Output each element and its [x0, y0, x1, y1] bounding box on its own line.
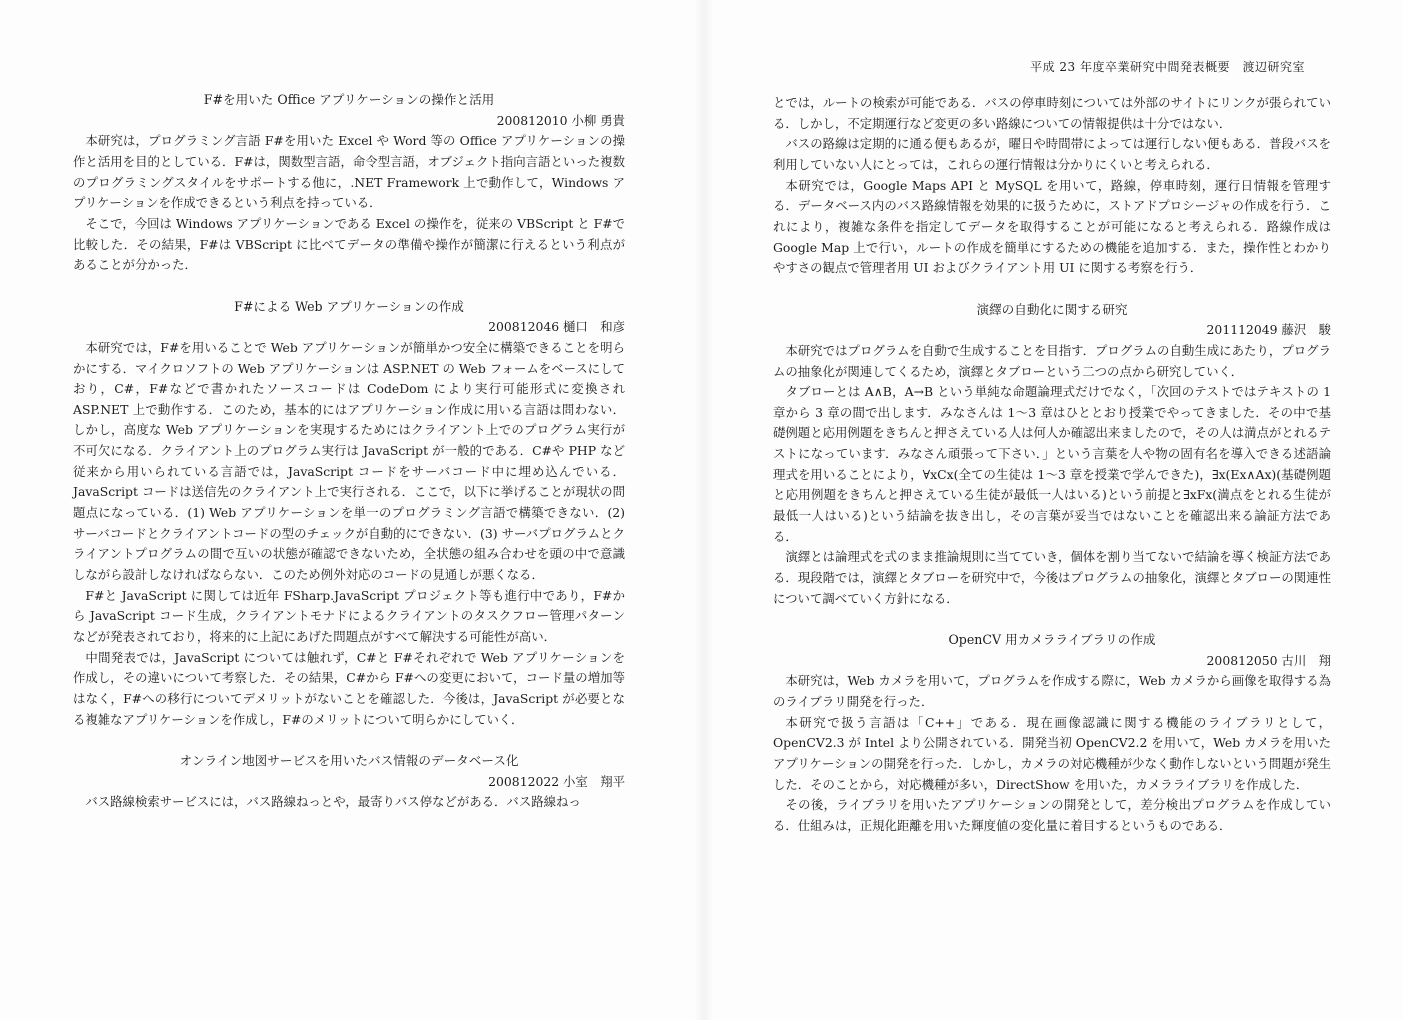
- article-paragraph: F#と JavaScript に関しては近年 FSharp.JavaScript プロジェクト等も進行中であり，F#から JavaScript コード生成，クライアントモナドによるクライアントのタスクフロー管理パターンなどが発表されており，将来的に上記にあげた問題点がすべて解決する可能性が高い．: [73, 587, 625, 645]
- article-author: 200812022 小室 翔平: [488, 773, 625, 789]
- article-paragraph: タブローとは A∧B，A→B という単純な命題論理式だけでなく，「次回のテストではテキストの 1 章から 3 章の間で出します．みなさんは 1〜3 章はひととおり授業でやってきました．その中で基礎例題と応用例題をきちんと押さえている人は何人か確認出来ましたので，その人は満点がとれるテストになっています．みなさん頑張って下さい．」という言葉を人や物の固有名を導入できる述語論理式を用いることにより，∀xCx(全ての生徒は 1〜3 章を授業で学んできた)，∃x(Ex∧Ax)(基礎例題と応用例題をきちんと押さえている生徒が最低一人はいる)という前提と∃xFx(満点をとれる生徒が最低一人はいる)という結論を抜き出し，その言葉が妥当ではないことを確認出来る論証方法である．: [773, 384, 1331, 544]
- right-column: [773, 93, 1331, 837]
- spacer: [73, 276, 625, 297]
- article-title: F#を用いた Office アプリケーションの操作と活用: [203, 92, 495, 107]
- article-paragraph: 本研究では，F#を用いることで Web アプリケーションが簡単かつ安全に構築できることを明らかにする．マイクロソフトの Web アプリケーションは ASP.NET の Web フォームをベースにしており，C#，F#などで書かれたソースコードは CodeDom により実行可能形式に変換され ASP.NET 上で動作する．このため，基本的にはアプリケーション作成に用いる言語は問わない．しかし，高度な Web アプリケーションを実現するためにはクライアント上でのプログラム実行が不可欠になる．クライアント上のプログラム実行は JavaScript が一般的である．C#や PHP など従来から用いられている言語では，JavaScript コードをサーバコード中に埋め込んでいる．JavaScript コードは送信先のクライアント上で実行される．ここで，以下に挙げることが現状の問題点になっている．(1) Web アプリケーションを単一のプログラミング言語で構築できない．(2) サーバコードとクライアントコードの型のチェックが自動的にできない．(3) サーバプログラムとクライアントプログラムの間で互いの状態が確認できないため，全状態の組み合わせを頭の中で意識しながら設計しなければならない．このため例外対応のコードの見通しが悪くなる．: [73, 339, 625, 583]
- article-author: 201112049 藤沢 駿: [1206, 322, 1331, 338]
- continued-paragraph: 本研究では，Google Maps API と MySQL を用いて，路線，停車時刻，運行日情報を管理する．データベース内のバス路線情報を効果的に扱うために，ストアドプロシージャの作成を行う．これにより，複雑な条件を指定してデータを取得することが可能になると考えられる．路線作成は Google Map 上で行い，ルートの作成を簡単にするための機能を追加する．また，操作性とわかりやすさの観点で管理者用 UI およびクライアント用 UI に関する考察を行う．: [773, 177, 1331, 276]
- article-paragraph: 本研究は，プログラミング言語 F#を用いた Excel や Word 等の Office アプリケーションの操作と活用を目的としている．F#は，関数型言語，命令型言語，オブジェクト指向言語といった複数のプログラミングスタイルをサポートする他に，.NET Framework 上で動作して，Windows アプリケーションを作成できるという利点を持っている．: [73, 133, 625, 211]
- article-title: OpenCV 用カメラライブラリの作成: [948, 632, 1156, 648]
- spacer: [773, 279, 1331, 300]
- article-title: F#による Web アプリケーションの作成: [234, 298, 464, 314]
- article-paragraph: その後，ライブラリを用いたアプリケーションの開発として，差分検出プログラムを作成している．仕組みは，正規化距離を用いた輝度値の変化量に着目するというものである．: [773, 797, 1331, 833]
- left-column: [73, 90, 625, 813]
- article-paragraph: バス路線検索サービスには，バス路線ねっとや，最寄りバス停などがある．バス路線ねっ: [85, 794, 581, 810]
- article-title: 演繹の自動化に関する研究: [976, 301, 1128, 317]
- article-title: オンライン地図サービスを用いたバス情報のデータベース化: [179, 752, 519, 768]
- continued-paragraph: とでは，ルートの検索が可能である．バスの停車時刻については外部のサイトにリンクが張られている．しかし，不定期運行など変更の多い路線についての情報提供は十分ではない．: [773, 95, 1331, 131]
- article-author: 200812010 小柳 勇貴: [496, 112, 625, 128]
- article-paragraph: 中間発表では，JavaScript については触れず，C#と F#それぞれで Web アプリケーションを作成し，その違いについて考察した．その結果，C#から F#への変更において，コード量の増加等はなく，F#への移行についてデメリットがないことを確認した．今後は，JavaScript が必要となる複雑なアプリケーションを作成し，F#のメリットについて明らかにしていく．: [73, 649, 625, 727]
- article-paragraph: 本研究で扱う言語は「C++」である．現在画像認識に関する機能のライブラリとして，OpenCV2.3 が Intel より公開されている．開発当初 OpenCV2.2 を用いて，Web カメラを用いたアプリケーションの開発を行った．しかし，カメラの対応機種が少なく動作しないという問題が発生した．そのことから，対応機種が多い，DirectShow を用いた，カメラライブラリを作成した．: [773, 714, 1331, 792]
- spacer: [73, 730, 625, 751]
- page-header: 平成 23 年度卒業研究中間発表概要 渡辺研究室: [1030, 60, 1305, 74]
- article-paragraph: 演繹とは論理式を式のまま推論規則に当てていき，個体を割り当てないで結論を導く検証方法である．現段階では，演繹とタブローを研究中で，今後はプログラムの抽象化，演繹とタブローの関連性について調べていく方針になる．: [773, 549, 1331, 606]
- continued-paragraph: バスの路線は定期的に通る便もあるが，曜日や時間帯によっては運行しない便もある．普段バスを利用していない人にとっては，これらの運行情報は分かりにくいと考えられる．: [773, 136, 1331, 172]
- article-author: 200812050 古川 翔: [1206, 652, 1331, 668]
- spacer: [773, 609, 1331, 630]
- article-paragraph: そこで，今回は Windows アプリケーションである Excel の操作を，従来の VBScript と F#で比較した．その結果，F#は VBScript に比べてデータの準備や操作が簡潔に行えるという利点があることが分かった．: [73, 215, 625, 273]
- article-paragraph: 本研究ではプログラムを自動で生成することを目指す．プログラムの自動生成にあたり，プログラムの抽象化が関連してくるため，演繹とタブローという二つの点から研究していく．: [773, 342, 1331, 379]
- article-author: 200812046 樋口 和彦: [488, 319, 625, 335]
- article-paragraph: 本研究は，Web カメラを用いて，プログラムを作成する際に，Web カメラから画像を取得する為のライブラリ開発を行った．: [773, 673, 1331, 709]
- page-gutter: [695, 0, 713, 1020]
